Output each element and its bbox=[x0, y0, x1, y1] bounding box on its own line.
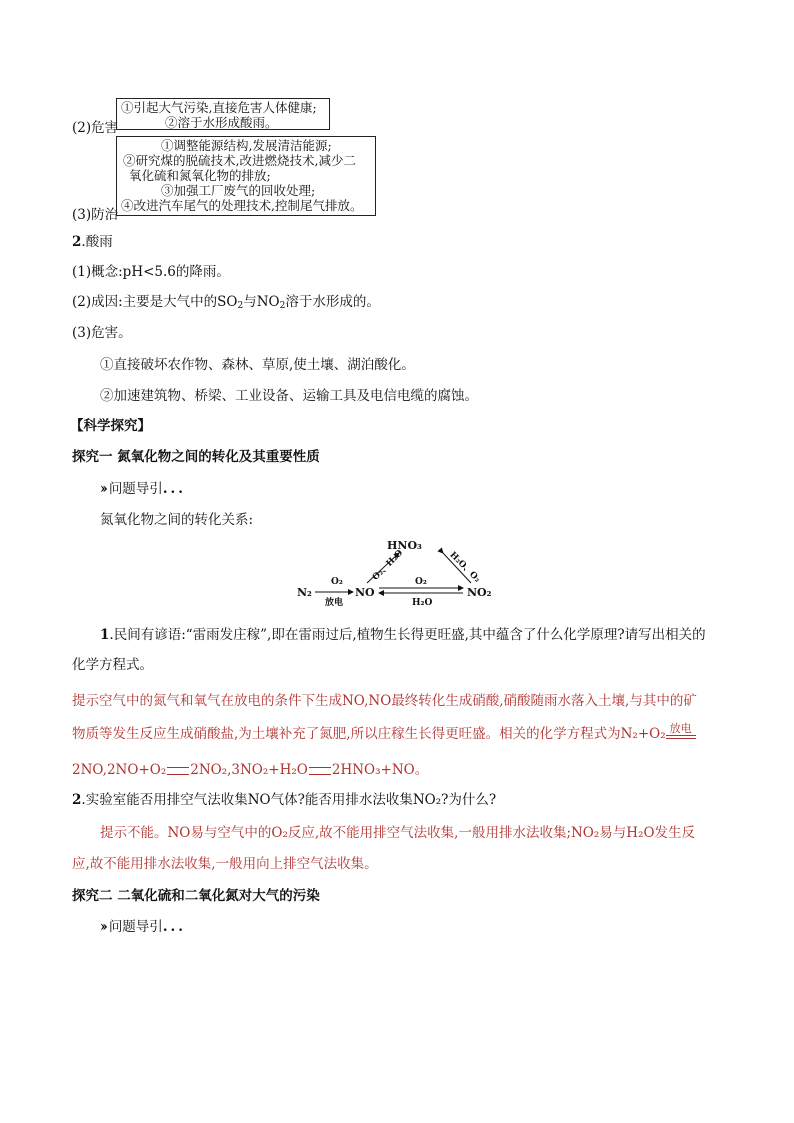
prevention-line-3: 氧化硫和氮氧化物的排放; bbox=[129, 168, 271, 183]
relation-text: 氮氧化物之间的转化关系: bbox=[100, 512, 254, 528]
inquiry2-guide: ›› 问题导引... bbox=[100, 919, 186, 935]
prevention-line-5: ④改进汽车尾气的处理技术,控制尾气排放。 bbox=[121, 198, 363, 213]
diagram-hno3: HNO₃ bbox=[387, 539, 422, 552]
diagram-no: NO bbox=[355, 586, 375, 599]
prevention-line-1: ①调整能源结构,发展清洁能源; bbox=[161, 138, 332, 153]
diagram-o2-top: O₂ bbox=[331, 577, 343, 587]
acid-rain-harm-1: ①直接破坏农作物、森林、草原,使土壤、湖泊酸化。 bbox=[100, 357, 415, 373]
harm-line-1: ①引起大气污染,直接危害人体健康; bbox=[121, 100, 317, 115]
diagram-left-label: O₂、H₂O bbox=[370, 548, 406, 583]
inquiry1-guide: ›› 问题导引... bbox=[100, 481, 186, 497]
acid-rain-harm: (3)危害。 bbox=[72, 325, 132, 341]
diagram-bottom-o2: O₂ bbox=[415, 577, 427, 587]
section-title: 【科学探究】 bbox=[70, 418, 151, 434]
prevention-line-2: ②研究煤的脱硫技术,改进燃烧技术,减少二 bbox=[123, 153, 356, 168]
prevention-line-4: ③加强工厂废气的回收处理; bbox=[161, 183, 316, 198]
conversion-diagram bbox=[295, 535, 505, 610]
diagram-right-label: H₂O、O₂ bbox=[447, 550, 482, 585]
prevention-label: (3)防治 bbox=[72, 207, 119, 223]
diagram-no2: NO₂ bbox=[467, 586, 492, 599]
harm-box bbox=[116, 98, 330, 130]
q1-line-2: 化学方程式。 bbox=[72, 657, 153, 673]
harm-line-2: ②溶于水形成酸雨。 bbox=[165, 115, 278, 130]
diagram-discharge: 放电 bbox=[325, 598, 344, 608]
acid-rain-harm-2: ②加速建筑物、桥梁、工业设备、运输工具及电信电缆的腐蚀。 bbox=[100, 388, 478, 404]
diagram-bottom-h2o: H₂O bbox=[412, 598, 433, 608]
acid-rain-heading: 2.酸雨 bbox=[72, 234, 113, 250]
inquiry1-title: 探究一 氮氧化物之间的转化及其重要性质 bbox=[72, 449, 320, 465]
diagram-n2: N₂ bbox=[297, 586, 312, 599]
a1-line-2: 物质等发生反应生成硝酸盐,为土壤补充了氮肥,所以庄稼生长得更旺盛。相关的化学方程式为N₂+O₂ 放电 bbox=[72, 722, 696, 742]
prevention-box bbox=[116, 136, 376, 216]
harm-label: (2)危害 bbox=[72, 120, 119, 136]
a2-line-2: 应,故不能用排水法收集,一般用向上排空气法收集。 bbox=[72, 856, 378, 872]
q2: 2.实验室能否用排空气法收集NO气体?能否用排水法收集NO₂?为什么? bbox=[72, 792, 497, 808]
a2-line-1: 提示不能。NO易与空气中的O₂反应,故不能用排空气法收集,一般用排水法收集;NO₂易与H₂O发生反 bbox=[100, 825, 696, 841]
a1-line-3: 2NO,2NO+O₂ 2NO₂,3NO₂+H₂O 2HNO₃+NO。 bbox=[72, 762, 429, 778]
acid-rain-concept: (1)概念:pH<5.6的降雨。 bbox=[72, 264, 230, 280]
acid-rain-cause: (2)成因:主要是大气中的$SO_2$与$NO_2$溶于水形成的。 bbox=[72, 294, 380, 311]
q1-line-1: 1.民间有谚语:“雷雨发庄稼”,即在雷雨过后,植物生长得更旺盛,其中蕴含了什么化学原理?请写出相关的 bbox=[100, 627, 706, 643]
inquiry2-title: 探究二 二氧化硫和二氧化氮对大气的污染 bbox=[72, 888, 320, 904]
a1-line-1: 提示空气中的氮气和氧气在放电的条件下生成NO,NO最终转化生成硝酸,硝酸随雨水落入土壤,与其中的矿 bbox=[72, 693, 697, 709]
